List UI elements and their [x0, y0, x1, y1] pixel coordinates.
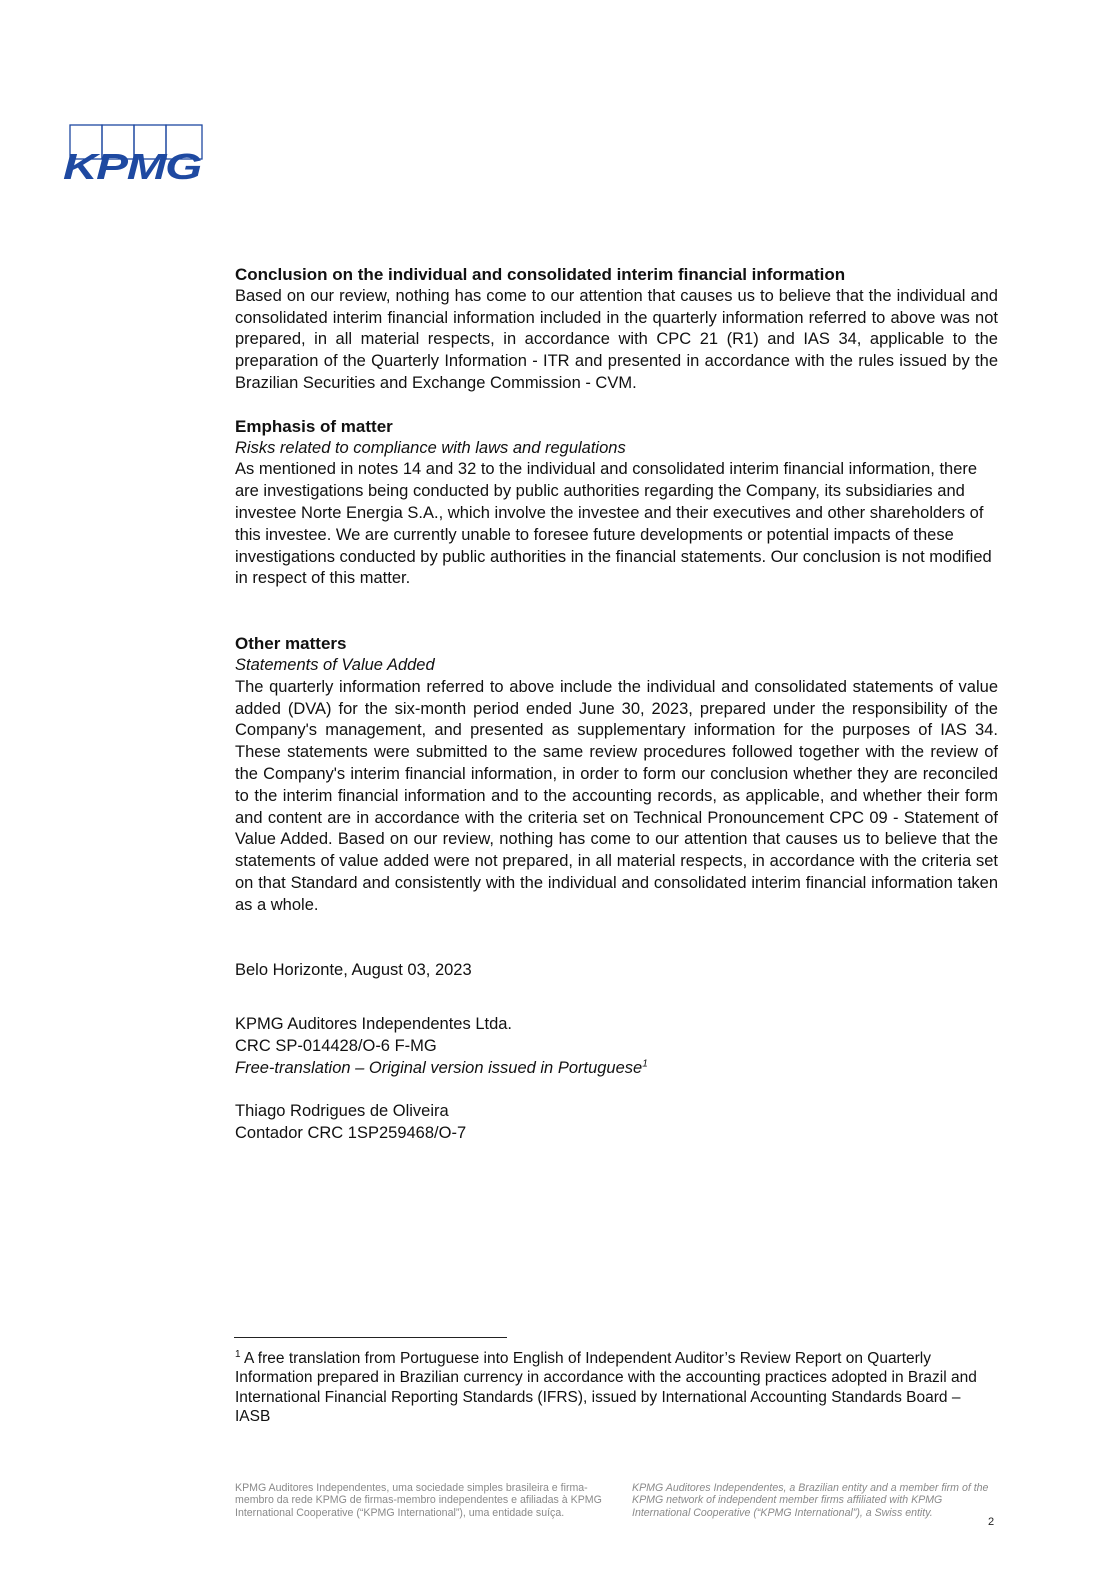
footer-portuguese: KPMG Auditores Independentes, uma sociedade simples brasileira e firma-membro da rede KPMG de firmas-membro independentes e afiliadas à KPMG International Cooperative (“KPMG International”), uma entidade suíça. [235, 1482, 602, 1519]
footnote-divider [234, 1337, 507, 1338]
other-matters-heading: Other matters [235, 634, 347, 654]
other-matters-paragraph: The quarterly information referred to above include the individual and consolidated statements of value added (DVA) for the six-month period ended June 30, 2023, prepared under the responsibility of the Company's management, and presented as supplementary information for the purposes of IAS 34. These statements were submitted to the same review procedures followed together with the review of the Company's interim financial information, in order to form our conclusion whether they are reconciled to the interim financial information and to the accounting records, as applicable, and whether their form and content are in accordance with the criteria set on Technical Pronouncement CPC 09 - Statement of Value Added. Based on our review, nothing has come to our attention that causes us to believe that the statements of value added were not prepared, in all material respects, in accordance with the criteria set on that Standard and consistently with the individual and consolidated interim financial information taken as a whole. [235, 677, 998, 914]
kpmg-logo [62, 124, 207, 184]
firm-crc: CRC SP-014428/O-6 F-MG [235, 1037, 437, 1056]
footnote-text: A free translation from Portuguese into English of Independent Auditor’s Review Report on Quarterly Information prepared in Brazilian currency in accordance with the accounting practices adopted in Brazil and International Financial Reporting Standards (IFRS), issued by International Accounting Standards Board – IASB [235, 1350, 977, 1426]
other-matters-subheading: Statements of Value Added [235, 655, 435, 674]
emphasis-heading: Emphasis of matter [235, 416, 393, 436]
conclusion-paragraph: Based on our review, nothing has come to our attention that causes us to believe that the individual and consolidated interim financial information included in the quarterly information referred to above was not prepared, in all material respects, in accordance with CPC 21 (R1) and IAS 34, applicable to the preparation of the Quarterly Information - ITR and presented in accordance with the rules issued by the Brazilian Securities and Exchange Commission - CVM. [235, 286, 998, 392]
firm-name: KPMG Auditores Independentes Ltda. [235, 1015, 513, 1034]
conclusion-heading: Conclusion on the individual and consolidated interim financial information [235, 265, 846, 284]
translation-note-text: Free-translation – Original version issued in Portuguese [235, 1058, 643, 1077]
signer-crc: Contador CRC 1SP259468/O-7 [235, 1123, 467, 1142]
emphasis-paragraph: As mentioned in notes 14 and 32 to the individual and consolidated interim financial information, there are investigations being conducted by public authorities regarding the Company, its subsidiaries and investee Norte Energia S.A., which involve the investee and their executives and other shareholders of this investee. We are currently unable to foresee future developments or potential impacts of these investigations conducted by public authorities in the financial statements. Our conclusion is not modified in respect of this matter. [235, 460, 992, 588]
footer-english: KPMG Auditores Independentes, a Brazilian entity and a member firm of the KPMG network of independent member firms affiliated with KPMG International Cooperative (“KPMG International”), a Swiss entity. [632, 1482, 989, 1519]
emphasis-subheading: Risks related to compliance with laws and regulations [235, 438, 626, 457]
place-date: Belo Horizonte, August 03, 2023 [235, 960, 472, 979]
report-body [235, 264, 998, 1144]
kpmg-logo-text: KPMG [63, 146, 201, 184]
translation-note [235, 1058, 998, 1080]
page-number: 2 [988, 1516, 995, 1528]
footnote-number: 1 [235, 1348, 241, 1360]
signer-name: Thiago Rodrigues de Oliveira [235, 1101, 449, 1120]
footnote [235, 1349, 998, 1427]
footnote-reference: 1 [642, 1058, 648, 1070]
kpmg-logo-graphic [62, 124, 207, 184]
